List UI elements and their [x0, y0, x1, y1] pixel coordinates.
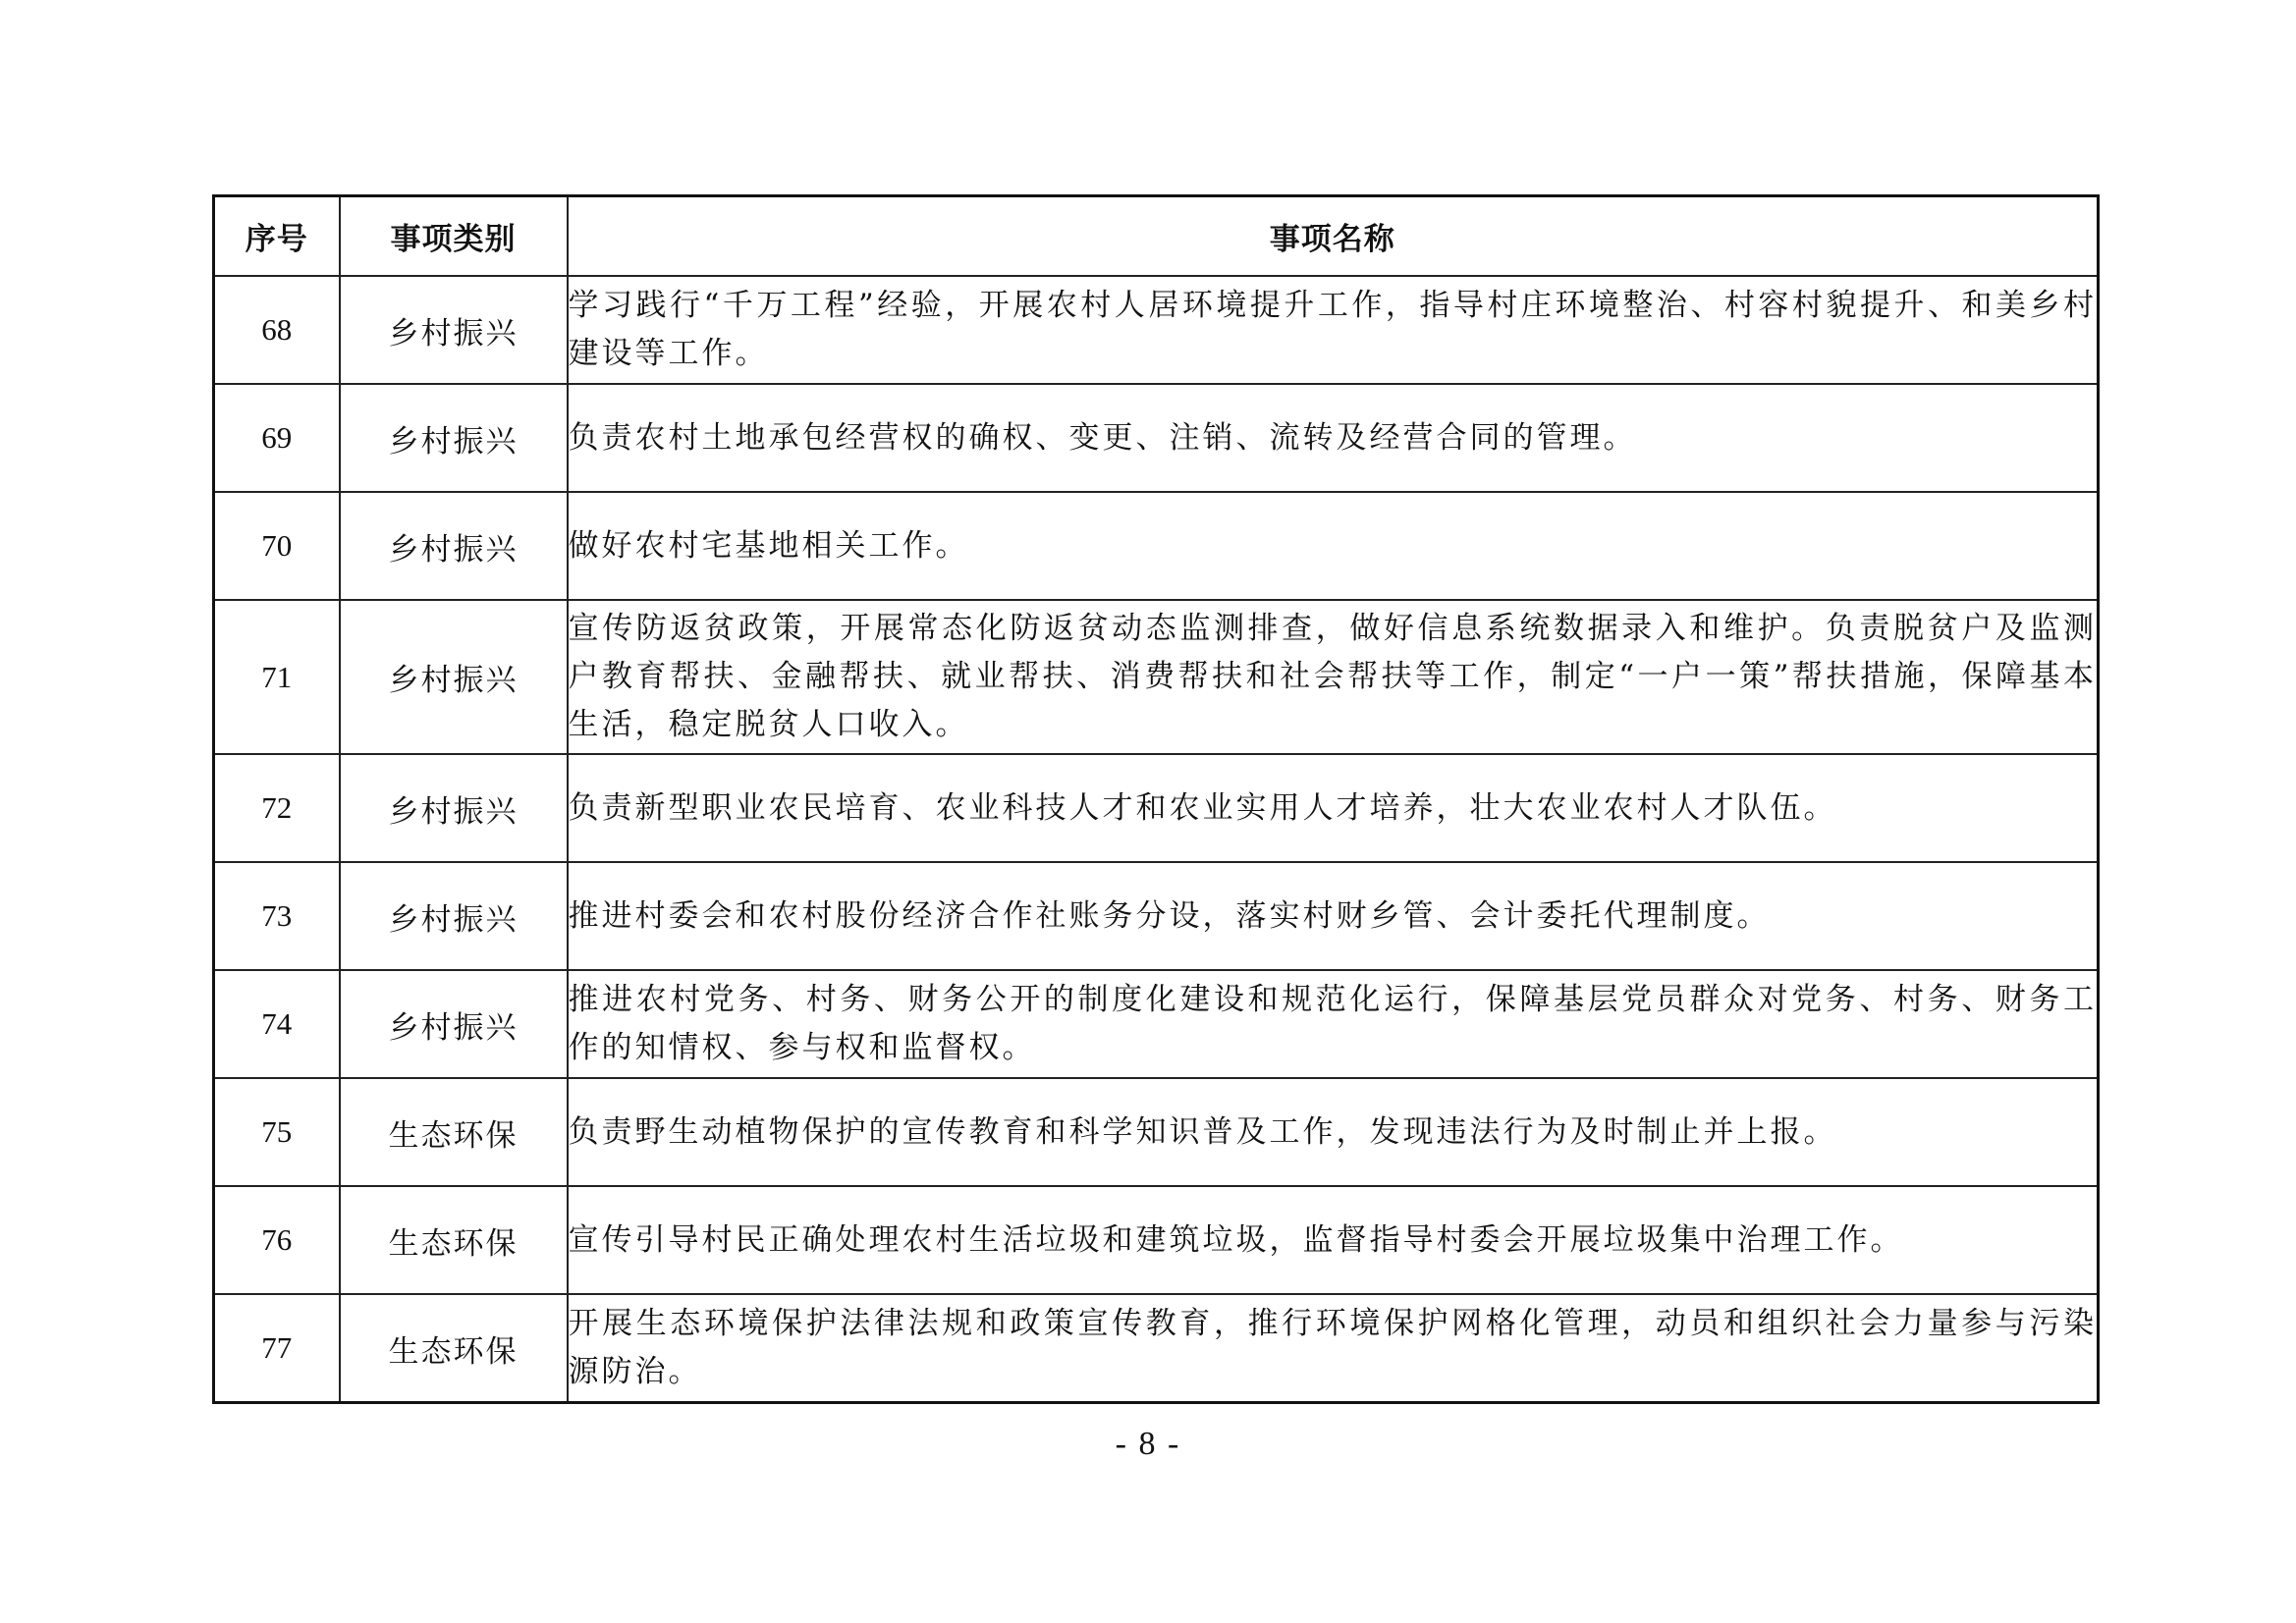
table-row	[214, 276, 2099, 384]
page-number: - 8 -	[1115, 1426, 1181, 1462]
table-row	[214, 1186, 2099, 1294]
header-category: 事项类别	[340, 196, 568, 277]
row-number: 69	[214, 384, 340, 492]
row-category: 生态环保	[340, 1294, 568, 1403]
header-name: 事项名称	[568, 196, 2099, 277]
row-item-name: 宣传引导村民正确处理农村生活垃圾和建筑垃圾，监督指导村委会开展垃圾集中治理工作。	[568, 1186, 2099, 1294]
row-item-name: 负责野生动植物保护的宣传教育和科学知识普及工作，发现违法行为及时制止并上报。	[568, 1078, 2099, 1186]
row-item-name: 宣传防返贫政策，开展常态化防返贫动态监测排查，做好信息系统数据录入和维护。负责脱贫户及监测户教育帮扶、金融帮扶、就业帮扶、消费帮扶和社会帮扶等工作，制定“一户一策”帮扶措施，保障基本生活，稳定脱贫人口收入。	[568, 600, 2099, 754]
table-row	[214, 492, 2099, 600]
row-number: 74	[214, 970, 340, 1078]
row-item-name: 推进农村党务、村务、财务公开的制度化建设和规范化运行，保障基层党员群众对党务、村务、财务工作的知情权、参与权和监督权。	[568, 970, 2099, 1078]
row-number: 75	[214, 1078, 340, 1186]
table-row	[214, 862, 2099, 970]
row-item-name: 学习践行“千万工程”经验，开展农村人居环境提升工作，指导村庄环境整治、村容村貌提升、和美乡村建设等工作。	[568, 276, 2099, 384]
row-number: 76	[214, 1186, 340, 1294]
row-item-name: 开展生态环境保护法律法规和政策宣传教育，推行环境保护网格化管理，动员和组织社会力量参与污染源防治。	[568, 1294, 2099, 1403]
row-number: 70	[214, 492, 340, 600]
table-header-row	[214, 196, 2099, 277]
row-number: 73	[214, 862, 340, 970]
row-item-name: 做好农村宅基地相关工作。	[568, 492, 2099, 600]
row-number: 71	[214, 600, 340, 754]
row-category: 乡村振兴	[340, 970, 568, 1078]
header-no: 序号	[214, 196, 340, 277]
row-number: 72	[214, 754, 340, 862]
row-category: 乡村振兴	[340, 492, 568, 600]
row-category: 乡村振兴	[340, 754, 568, 862]
table-row	[214, 754, 2099, 862]
row-number: 68	[214, 276, 340, 384]
row-category: 乡村振兴	[340, 384, 568, 492]
row-category: 生态环保	[340, 1078, 568, 1186]
row-category: 生态环保	[340, 1186, 568, 1294]
row-number: 77	[214, 1294, 340, 1403]
row-category: 乡村振兴	[340, 862, 568, 970]
table-row	[214, 384, 2099, 492]
table-row	[214, 1294, 2099, 1403]
row-item-name: 负责新型职业农民培育、农业科技人才和农业实用人才培养，壮大农业农村人才队伍。	[568, 754, 2099, 862]
table-row	[214, 600, 2099, 754]
row-item-name: 推进村委会和农村股份经济合作社账务分设，落实村财乡管、会计委托代理制度。	[568, 862, 2099, 970]
row-item-name: 负责农村土地承包经营权的确权、变更、注销、流转及经营合同的管理。	[568, 384, 2099, 492]
table-row	[214, 1078, 2099, 1186]
row-category: 乡村振兴	[340, 600, 568, 754]
table-row	[214, 970, 2099, 1078]
items-table	[212, 194, 2100, 1404]
row-category: 乡村振兴	[340, 276, 568, 384]
